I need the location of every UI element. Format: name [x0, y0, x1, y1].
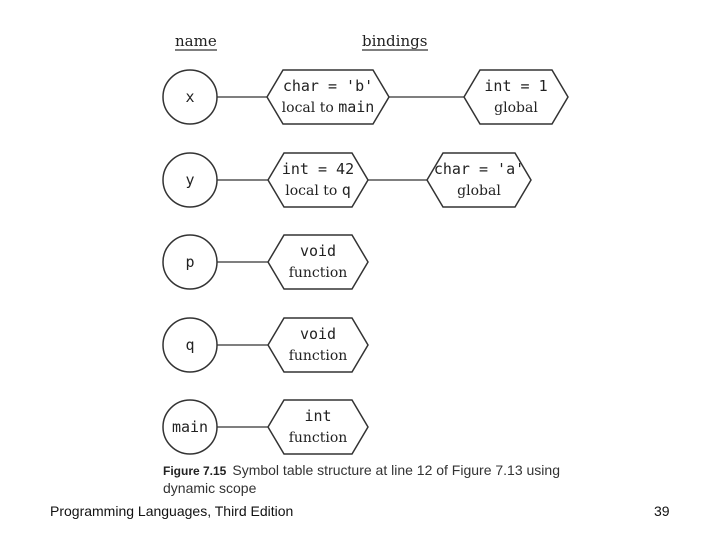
binding-value: char = 'b': [282, 77, 374, 95]
binding-scope: function: [288, 265, 348, 281]
figure-caption: [163, 462, 563, 497]
scope-owner: q: [341, 181, 351, 199]
binding-value: void: [299, 242, 337, 260]
name-label-x: x: [185, 88, 195, 106]
footer-page-number: 39: [654, 503, 670, 519]
header-name: name: [175, 32, 217, 50]
name-label-y: y: [185, 171, 195, 189]
caption-text: Symbol table structure at line 12 of Figure 7.13 using dynamic scope: [163, 462, 560, 496]
footer-book-title: Programming Languages, Third Edition: [50, 503, 294, 519]
binding-value: char = 'a': [433, 160, 525, 178]
scope-owner: main: [338, 98, 375, 116]
binding-scope: function: [288, 430, 348, 446]
name-label-main: main: [171, 418, 209, 436]
figure-number: Figure 7.15: [163, 464, 227, 478]
header-bindings: bindings: [362, 32, 428, 50]
binding-value: int: [304, 407, 332, 425]
binding-scope: function: [288, 348, 348, 364]
binding-scope: local to main: [281, 98, 375, 116]
binding-value: int = 42: [281, 160, 355, 178]
binding-scope: global: [494, 100, 538, 116]
binding-scope: local to q: [285, 181, 351, 199]
binding-value: int = 1: [484, 77, 548, 95]
name-label-q: q: [185, 336, 195, 354]
binding-value: void: [299, 325, 337, 343]
name-label-p: p: [185, 253, 195, 271]
binding-scope: global: [457, 183, 501, 199]
